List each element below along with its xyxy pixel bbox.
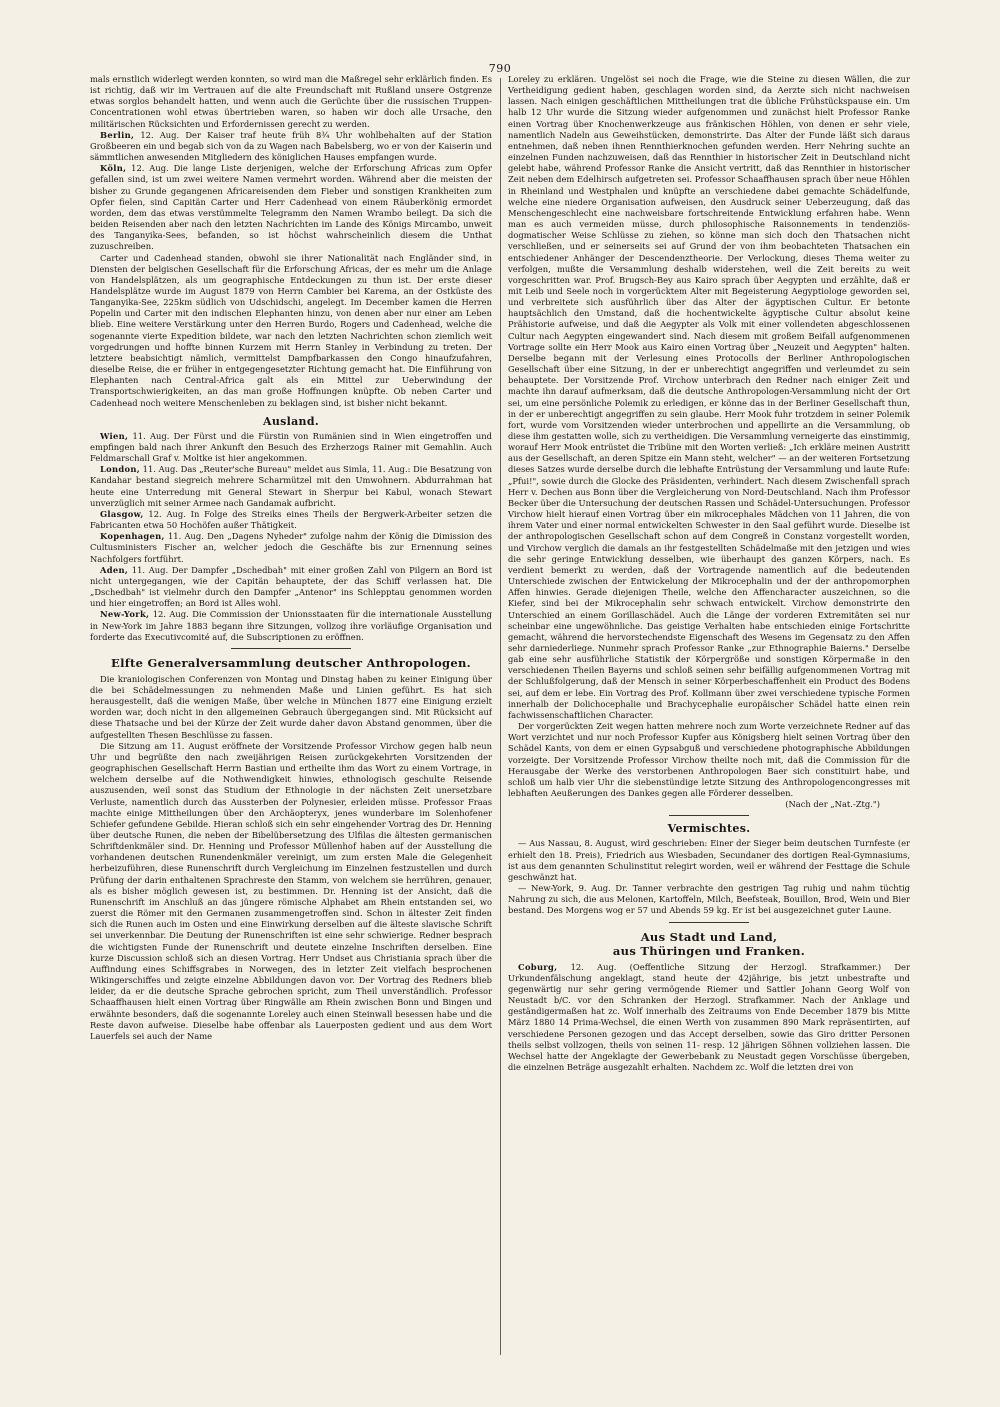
paragraph-anthro-1: Die kraniologischen Conferenzen von Montag und Dinstag haben zu keiner Einigung über die bei Schädelmessungen zu nehmenden Maße und Linien geführt. Es hat sich herausgestellt, daß die wenigen Maße, über welche in München 1877 eine Einigung erzielt worden war, doch nicht in den allgemeinen Gebrauch übergegangen sind. Mit Rücksicht auf diese Thatsache und bei der Kürze der Zeit wurde daher davon Abstand genommen, über die aufgestellten Thesen Beschlüsse zu fassen. bbox=[90, 673, 492, 740]
dispatch-koeln bbox=[90, 163, 492, 252]
section-divider bbox=[669, 922, 749, 923]
dateline-wien: Wien, bbox=[100, 430, 129, 441]
dispatch-glasgow-text: 12. Aug. In Folge des Streiks eines Theils der Bergwerk-Arbeiter setzen die Fabricanten etwa 50 Hochöfen außer Thätigkeit. bbox=[90, 508, 492, 531]
section-heading-anthropologen: Elfte Generalversammlung deutscher Anthropologen. bbox=[111, 655, 471, 670]
dispatch-berlin-text: 12. Aug. Der Kaiser traf heute früh 8¾ Uhr wohlbehalten auf der Station Großbeeren ein und begab sich von da zu Wagen nach Babelsberg, wo er von der Kaiserin und sämmtlichen anwesenden Mitgliedern des königlichen Hauses empfangen wurde. bbox=[90, 129, 492, 163]
source-note: (Nach der „Nat.-Ztg.") bbox=[785, 799, 880, 810]
article-continuation: mals ernstlich widerlegt werden konnten, so wird man die Maßregel sehr erklärlich finden. Es ist richtig, daß wir im Vertrauen auf die alte Freundschaft mit Rußland unsere Ostgrenze etwas sorglos behandelt hatten, und wenn auch die Gerüchte über die russischen Truppen-Concentrationen wohl etwas übertrieben waren, so haben wir doch alle Ursache, den militärischen Rücksichten und Erfordernissen gerecht zu werden. bbox=[90, 74, 492, 129]
dispatch-kopenhagen-text: 11. Aug. Den „Dagens Nyheder" zufolge nahm der König die Dimission des Cultusministers Fischer an, welcher jedoch die Geschäfte bis zur Ernennung seines Nachfolgers fortführt. bbox=[90, 531, 492, 564]
section-heading-vermischtes: Vermischtes. bbox=[667, 822, 751, 836]
dispatch-newyork bbox=[90, 609, 492, 642]
section-heading-ausland: Ausland. bbox=[263, 414, 319, 428]
article-continuation-right: Loreley zu erklären. Ungelöst sei noch die Frage, wie die Steine zu diesen Wällen, die zur Vertheidigung gedient haben, geschlagen worden sind, da Aerzte sich nicht nachweisen lassen. Nach einigen geschäftlichen Mittheilungen trat die übliche Frühstückspause ein. Um halb 12 Uhr wurde die Sitzung wieder aufgenommen und zunächst hielt Professor Ranke einen Vortrag über Knochenwerkzeuge aus fränkischen Höhlen, von denen er sehr viele, namentlich Nadeln aus Geweihstücken, demonstrirte. Das Alter der Funde läßt sich daraus entnehmen, daß neben ihnen Rennthierknochen gefunden werden. Herr Nehring suchte an einzelnen Funden nachzuweisen, daß das Rennthier in historischer Zeit in Deutschland nicht gelebt habe, während Professor Ranke die Ansicht vertritt, daß das Rennthier in historischer Zeit neben dem Edelhirsch aufgetreten sei. Professor Schaaffhausen sprach über neue Höhlen in Rheinland und Westphalen und knüpfte an verschiedene dabei gemachte Schädelfunde, welche eine niedere Organisation aufweisen, den Ausdruck seiner Ueberzeugung, daß das Menschengeschlecht eine nachweisbare fortschreitende Entwicklung erfahren habe. Wenn man es auch vermeiden müsse, durch philosophische Raisonnements in tendenziös-dogmatischer Weise Schlüsse zu ziehen, so könne man sich doch den Thatsachen nicht verschließen, und er seinerseits sei auf Grund der von ihm beobachteten Thatsachen ein entschiedener Anhänger der Descendenztheorie. Der Verlockung, dieses Thema weiter zu verfolgen, mußte die Versammlung deshalb widerstehen, weil die Zeit bereits zu weit vorgeschritten war. Prof. Brugsch-Bey aus Kairo sprach über Aegypten und erzählte, daß er mit Leib und Seele noch in vorgerücktem Alter mit Begeisterung Aegyptiologe geworden sei, und verbreitete sich ausführlich über das Alter der ägyptischen Cultur. Er betonte hauptsächlich den Umstand, daß die hochentwickelte ägyptische Cultur absolut keine Prähistorie aufweise, und daß die Aegypter als Volk mit einer vollendeten abgeschlossenen Cultur nach Aegypten eingewandert sind. Nach diesem mit großem Beifall aufgenommenen Vortrage sollte ein Herr Mook aus Kairo einen Vortrag über „Neuzeit und Aegypten" halten. Derselbe begann mit der Verlesung eines Protocolls der Berliner Anthropologischen Gesellschaft über eine Sitzung, in der er unberechtigt angegriffen und verleumdet zu sein behauptete. Der Vorsitzende Prof. Virchow unterbrach den Redner nach einiger Zeit und machte ihn darauf aufmerksam, daß die deutsche Anthropologen-Versammlung nicht der Ort sei, um eine persönliche Polemik zu erledigen, er könne das in der Berliner Gesellschaft thun, in der er unberechtigt angegriffen zu sein glaube. Herr Mook fuhr trotzdem in seiner Polemik fort, wurde vom Vorsitzenden wieder unterbrochen und appellirte an die Versammlung, ob diese ihm gestatten wolle, sich zu vertheidigen. Die Versammlung verneigerte das einstimmig, worauf Herr Mook entrüstet die Tribüne mit den Worten verließ: „Ich erkläre meinen Austritt aus der Gesellschaft, an deren Spitze ein Mann steht, welcher" — an der weiteren Fortsetzung dieses Satzes wurde derselbe durch die lebhafte Entrüstung der Versammlung und laute Rufe: „Pfui!", sowie durch die Glocke des Präsidenten, verhindert. Nach diesem Zwischenfall sprach Herr v. Dechen aus Bonn über die Vergleicherung von Nord-Deutschland. Nach ihm Professor Becker über die Untersuchung der deutschen Rassen und Schädel-Untersuchungen. Professor Virchow hielt hierauf einen Vortrag über ein mikrocephales Mädchen von 11 Jahren, die von ihrem Vater und einer normal entwickelten Schwester in den Saal geführt wurde. Dieselbe ist der anthropologischen Gesellschaft schon auf dem Congreß in Constanz vorgestellt worden, und Virchow verglich die damals an ihr festgestellten Schädelmaße mit den jetzigen und wies die sehr geringe Entwicklung desselben, wie überhaupt des ganzen Körpers, nach. Es verdient bemerkt zu werden, daß der Vortragende namentlich auf die bedeutenden Unterschiede zwischen der Entwickelung der Mikrocephalin und der der anthropomorphen Affen hinwies. Gerade diejenigen Theile, welche den Affencharacter auszeichnen, so die Kiefer, sind bei der Mikrocephalin sehr schwach entwickelt. Virchow demonstrirte den Unterschied an einem Gorillaschädel. Auch die Länge der vorderen Extremitäten sei nur scheinbar eine ungewöhnliche. Das geistige Verhalten habe entschieden einige Fortschritte gemacht, während die hervorstechendste Eigenschaft des Wesens im Gegensatz zu den Affen sehr darniederliege. Nunmehr sprach Professor Ranke „zur Ethnographie Baierns." Derselbe gab eine sehr ausführliche Statistik der Körpergröße und sonstigen Körpermaße in den verschiedenen Theilen Bayerns und schloß seinen sehr beifällig aufgenommenen Vortrag mit der Schlußfolgerung, daß der Mensch in seiner Körperbeschaffenheit ein Product des Bodens sei, auf dem er lebe. Ein Vortrag des Prof. Kollmann über zwei verschiedene typische Formen innerhalb der Dolichocephalie und Brachycephalie europäischer Schädel hatte einen rein fachwissenschaftlichen Character. bbox=[508, 74, 910, 720]
dispatch-berlin bbox=[90, 130, 492, 163]
section-divider bbox=[231, 648, 351, 649]
dispatch-aden bbox=[90, 565, 492, 610]
dispatch-coburg bbox=[508, 962, 910, 1074]
item-nassau: — Aus Nassau, 8. August, wird geschrieben: Einer der Sieger beim deutschen Turnfeste (er erhielt den 18. Preis), Friedrich aus Wiesbaden, Secundaner des dortigen Real-Gymnasiums, ist aus dem genannten Schulinstitut relegirt worden, weil er während der Festtage die Schule geschwänzt hat. bbox=[508, 838, 910, 882]
dateline-kopenhagen: Kopenhagen, bbox=[100, 531, 165, 542]
dispatch-aden-text: 11. Aug. Der Dampfer „Dschedbah" mit einer großen Zahl von Pilgern an Bord ist nicht untergegangen, wie der Capitän behauptete, der das Schiff verlassen hat. Die „Dschedbah" ist vielmehr durch den Dampfer „Antenor" ins Schlepptau genommen worden und hier eingetroffen; an Bord ist Alles wohl. bbox=[90, 564, 492, 609]
section-divider bbox=[669, 815, 749, 816]
dispatch-coburg-text: 12. Aug. (Oeffentliche Sitzung der Herzogl. Strafkammer.) Der Urkundenfälschung angeklagt, stand heute der 42jährige, bis jetzt unbestrafte und gegenwärtig nur sehr gering vermögende Riemer und Sattler Johann Georg Wolf von Neustadt b/C. vor den Schranken der Herzogl. Strafkammer. Nach der Anklage und geständigermaßen hat zc. Wolf innerhalb des Zeitraums von Ende December 1879 bis Mitte März 1880 14 Prima-Wechsel, die einen Werth von zusammen 890 Mark repräsentirten, auf verschiedene Personen gezogen und das Accept derselben, sowie das Giro dritter Personen theils selbst vollzogen, theils von seinen 11- resp. 12 jährigen Söhnen vollziehen lassen. Die Wechsel hatte der Angeklagte der Gewerbebank zu Neustadt gegen Vorschüsse übergeben, die einzelnen Beträge ausgezahlt erhalten. Nachdem zc. Wolf die letzten drei von bbox=[508, 961, 910, 1072]
column-divider bbox=[500, 78, 501, 1355]
dispatch-glasgow bbox=[90, 509, 492, 531]
dateline-aden: Aden, bbox=[100, 564, 129, 575]
left-column bbox=[90, 74, 492, 1363]
dispatch-wien-text: 11. Aug. Der Fürst und die Fürstin von Rumänien sind in Wien eingetroffen und empfingen bald nach ihrer Ankunft den Besuch des Erzherzogs Rainer mit Gemahlin. Auch Feldmarschall Graf v. Moltke ist hier angekommen. bbox=[90, 430, 492, 464]
dispatch-london bbox=[90, 464, 492, 509]
section-heading-stadt-land bbox=[508, 930, 910, 958]
dateline-berlin: Berlin, bbox=[100, 129, 135, 140]
dateline-koeln: Köln, bbox=[100, 163, 127, 174]
paragraph-closing: Der vorgerückten Zeit wegen hatten mehrere noch zum Worte verzeichnete Redner auf das Wort verzichtet und nur noch Professor Kupfer aus Königsberg hielt seinen Vortrag über den Schädel Kants, von dem er einen Gypsabguß und verschiedene photographische Abbildungen vorzeigte. Der Vorsitzende Professor Virchow theilte noch mit, daß die Commission für die Herausgabe der Werke des verstorbenen Anthropologen Baer sich constituirt habe, und schloß um halb vier Uhr die siebenstündige letzte Sitzung des Anthropologencongresses mit lebhaften Aeußerungen des Dankes gegen alle Förderer desselben. bbox=[508, 721, 910, 798]
paragraph-carter: Carter und Cadenhead standen, obwohl sie ihrer Nationalität nach Engländer sind, in Diensten der belgischen Gesellschaft für die Erforschung Africas, der es mehr um die Anlage von Handelsplätzen, als um geographische Entdeckungen zu thun ist. Der erste dieser Handelsplätze wurde im August 1879 von Herrn Cambier bei Karema, an der Ostküste des Tanganyika-See, 225km südlich von Udschidschi, angelegt. Im December kamen die Herren Popelin und Carter mit den indischen Elephanten hinzu, von denen aber nur einer am Leben blieb. Eine weitere Verstärkung unter den Herren Burdo, Rogers und Cadenhead, welche die sogenannte vierte Expedition bildete, war nach den letzten Nachrichten schon ziemlich weit vorgedrungen und hoffte binnen Kurzem mit Herrn Stanley in Verbindung zu treten. Der letztere beabsichtigt nämlich, vermittelst Dampfbarkassen den Congo hinaufzufahren, dieselbe Reise, die er früher in entgegengesetzter Richtung gemacht hat. Die Einführung von Elephanten nach Central-Africa galt als ein Mittel zur Ueberwindung der Transportschwierigkeiten, an das man große Hoffnungen knüpfte. Ob neben Carter und Cadenhead noch weitere Menschenleben zu beklagen sind, ist bisher nicht bekannt. bbox=[90, 252, 492, 408]
dispatch-wien bbox=[90, 431, 492, 464]
dispatch-koeln-text: 12. Aug. Die lange Liste derjenigen, welche der Erforschung Africas zum Opfer gefallen sind, ist um zwei weitere Namen vermehrt worden. Während aber die meisten der bisher zu Grunde gegangenen Africareisenden dem Fieber und sonstigen Krankheiten zum Opfer fielen, sind Capitän Carter und Herr Cadenhead von einem Räuberkönig ermordet worden, dem das etwas verstümmelte Telegramm den Namen Wrambo beilegt. Da sich die beiden Reisenden aber nach den letzten Nachrichten im Lande des Königs Mircambo, unweit des Tanganyika-Sees, befanden, so ist höchst wahrscheinlich diesem die Unthat zuzuschreiben. bbox=[90, 163, 492, 252]
dateline-newyork: New-York, bbox=[100, 609, 150, 620]
page-number: 790 bbox=[488, 62, 512, 75]
heading-line-2: aus Thüringen und Franken. bbox=[612, 943, 806, 958]
item-newyork-tanner: — New-York, 9. Aug. Dr. Tanner verbrachte den gestrigen Tag ruhig und nahm tüchtig Nahrung zu sich, die aus Melonen, Kartoffeln, Milch, Beefsteak, Bouillon, Brod, Wein und Bier bestand. Des Morgens wog er 57 und Abends 59 kg. Er ist bei ausgezeichnet guter Laune. bbox=[508, 883, 910, 916]
dispatch-kopenhagen bbox=[90, 531, 492, 564]
dispatch-newyork-text: 12. Aug. Die Commission der Unionsstaaten für die internationale Ausstellung in New-York im Jahre 1883 begann ihre Sitzungen, vollzog ihre vorläufige Organisation und forderte das Executivcomité auf, die Subscriptionen zu eröffnen. bbox=[90, 609, 492, 642]
dateline-coburg: Coburg, bbox=[518, 961, 558, 972]
dispatch-london-text: 11. Aug. Das „Reuter'sche Bureau" meldet aus Simla, 11. Aug.: Die Besatzung von Kandahar bestand siegreich mehrere Scharmützel mit den Umwohnern. Abdurrahman hat heute eine Unterredung mit General Stewart in Sherpur bei Kabul, wonach Stewart unverzüglich mit seiner Armee nach Gandamak aufbricht. bbox=[90, 464, 492, 508]
dateline-glasgow: Glasgow, bbox=[100, 508, 144, 519]
right-column bbox=[508, 74, 910, 1363]
heading-line-1: Aus Stadt und Land, bbox=[640, 929, 778, 944]
paragraph-anthro-2: Die Sitzung am 11. August eröffnete der Vorsitzende Professor Virchow gegen halb neun Uhr und begrüßte den nach zweijährigen Reisen zurückgekehrten Vorsitzenden der geographischen Gesellschaft Herrn Bastian und ertheilte ihm das Wort zu einem Vortrage, in welchem derselbe auf die Nothwendigkeit hinwies, ethnologisch geschulte Reisende auszusenden, weil sonst das Studium der Ethnologie in der nächsten Zeit unersetzbare Verluste, namentlich durch das Aussterben der Polynesier, erleiden müsse. Professor Fraas machte einige Mittheilungen über den Archäopteryx, jenes wunderbare im Solenhofener Schiefer gefundene Gebilde. Hieran schloß sich ein sehr eingehender Vortrag des Dr. Henning über deutsche Runen, die neben der Bibelübersetzung des Ulfilas die ältesten germanischen Schriftdenkmäler sind. Dr. Henning und Professor Müllenhof haben auf der Ausstellung die vorhandenen deutschen Runendenkmäler vereinigt, um zum ersten Male die Gelegenheit herbeizuführen, diese Runenschrift durch Vergleichung im Einzelnen festzustellen und durch Prüfung der darin enthaltenen Sprachreste den Stamm, von welchem sie herrühren, genauer, als es bisher möglich gewesen ist, zu bestimmen. Dr. Henning ist der Ansicht, daß die Runenschrift im Anschluß an das jüngere römische Alphabet am Rhein entstanden sei, wo zuerst die Römer mit den Germanen zusammengetroffen sind. Schon in ältester Zeit finden sich die Runen auch im Osten und eine Einwirkung derselben auf die älteste slavische Schrift sei unverkennbar. Die Deutung der Runenschriften ist eine sehr schwierige. Redner besprach die wichtigsten Funde der Runenschrift und deutete einzelne Inschriften derselben. Eine kurze Discussion schloß sich an diesen Vortrag. Herr Undset aus Christiania sprach über die Auffindung eines Schiffsgrabes in Norwegen, des in letzter Zeit vielfach besprochenen Wikingerschiffes und zeigte einzelne Abbildungen davon vor. Der Vortrag des Redners blieb leider, da er die deutsche Sprache gebrochen spricht, zum Theil unverständlich. Professor Schaaffhausen hielt einen Vortrag über Ringwälle am Rhein zwischen Bonn und Bingen und erwähnte besonders, daß die sogenannte Loreley auch einen Steinwall besessen habe und die Reste davon aufweise. Dieselbe habe offenbar als Lauerposten gedient und aus dem Wort Lauerfels sei auch der Name bbox=[90, 740, 492, 1041]
dateline-london: London, bbox=[100, 464, 140, 475]
